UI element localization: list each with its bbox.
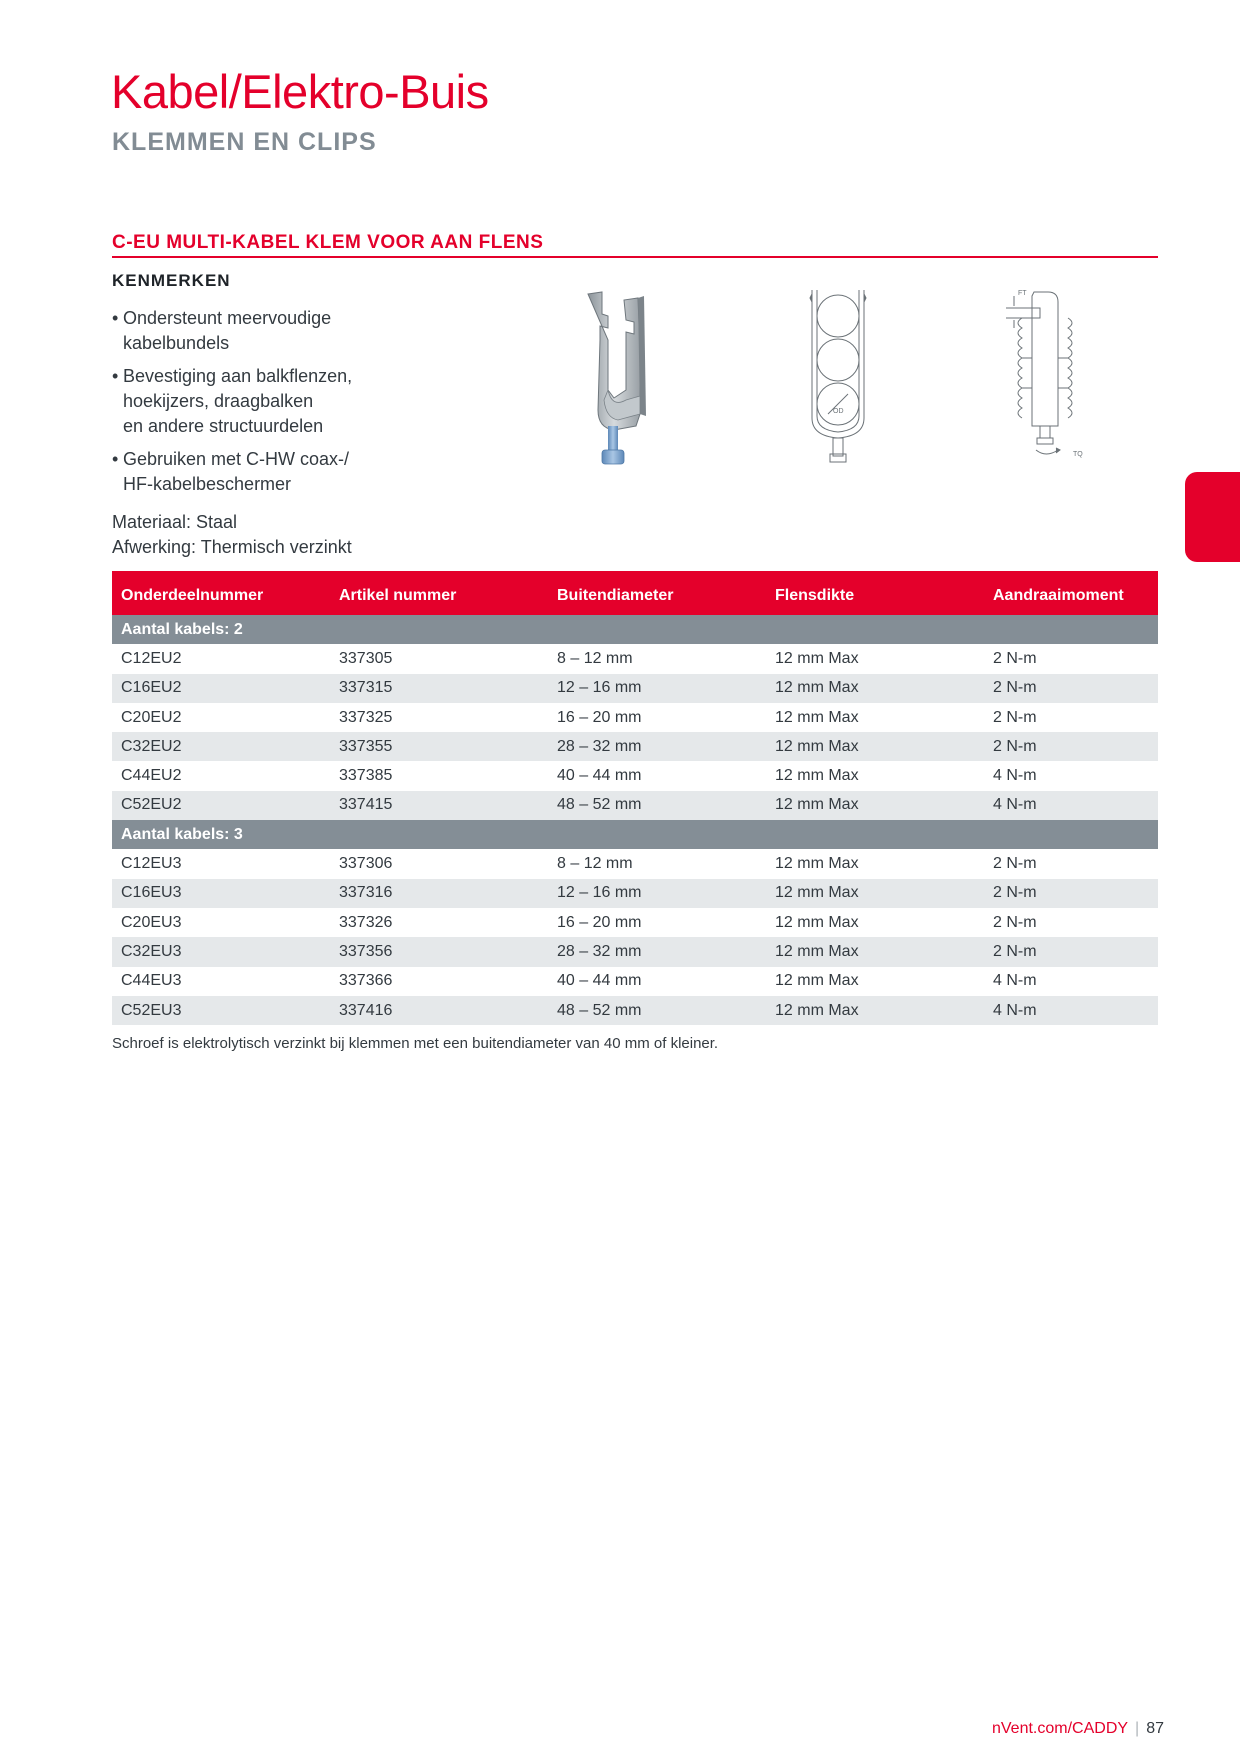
table-row	[112, 996, 1158, 1025]
page-subtitle: KLEMMEN EN CLIPS	[112, 128, 377, 156]
table-cell: 12 mm Max	[775, 913, 859, 931]
table-cell: 48 – 52 mm	[548, 791, 766, 820]
finish-text: Afwerking: Thermisch verzinkt	[112, 537, 352, 557]
feature-item: • Bevestiging aan balkflenzen, hoekijzers, draagbalken en andere structuurdelen	[112, 364, 412, 439]
table-cell: 2 N-m	[993, 855, 1037, 873]
footer-url[interactable]: nVent.com/CADDY	[991, 1720, 1129, 1737]
table-cell: C12EU3	[121, 855, 182, 873]
table-cell: 12 mm Max	[766, 937, 984, 966]
table-cell: 4 N-m	[993, 972, 1037, 990]
table-header-row	[112, 571, 1158, 615]
material-text: Materiaal: Staal	[112, 512, 238, 532]
table-row	[112, 967, 1158, 996]
table-cell: 48 – 52 mm	[548, 996, 766, 1025]
footer-separator: |	[1135, 1720, 1140, 1737]
table-cell: 2 N-m	[984, 937, 1158, 966]
table-cell: C52EU2	[112, 791, 330, 820]
table-cell: 4 N-m	[984, 791, 1158, 820]
table-cell: 28 – 32 mm	[548, 732, 766, 761]
table-cell: 12 mm Max	[775, 855, 859, 873]
table-cell: 12 mm Max	[775, 972, 859, 990]
table-cell: 337305	[339, 649, 393, 667]
feature-item: • Gebruiken met C-HW coax-/ HF-kabelbeschermer	[112, 447, 412, 497]
table-cell: 337316	[330, 879, 548, 908]
tq-label: TQ	[1073, 451, 1083, 458]
table-cell: 337325	[339, 708, 393, 726]
col-header: Flensdikte	[766, 571, 984, 615]
table-cell: C52EU3	[112, 996, 330, 1025]
table-cell: 337306	[339, 855, 393, 873]
table-cell: C44EU2	[121, 767, 182, 785]
material-info	[112, 510, 352, 560]
table-cell: 12 mm Max	[766, 674, 984, 703]
spec-table	[112, 571, 1158, 1025]
table-cell: 12 mm Max	[775, 708, 859, 726]
od-label: OD	[833, 408, 844, 415]
table-row	[112, 761, 1158, 790]
group-label: Aantal kabels: 3	[112, 820, 1158, 849]
table-cell: 28 – 32 mm	[548, 937, 766, 966]
table-row	[112, 937, 1158, 966]
ft-label: FT	[1018, 290, 1027, 297]
table-cell: C16EU3	[112, 879, 330, 908]
table-cell: 16 – 20 mm	[557, 913, 642, 931]
page-number: 87	[1146, 1720, 1164, 1737]
table-cell: C32EU3	[112, 937, 330, 966]
table-cell: 12 mm Max	[766, 791, 984, 820]
table-cell: 337366	[339, 972, 393, 990]
table-cell: 2 N-m	[984, 879, 1158, 908]
table-cell: C44EU3	[121, 972, 182, 990]
footnote: Schroef is elektrolytisch verzinkt bij klemmen met een buitendiameter van 40 mm of kleiner.	[112, 1035, 719, 1052]
table-cell: 40 – 44 mm	[557, 767, 642, 785]
side-view-diagram	[1000, 288, 1100, 470]
table-cell: 12 mm Max	[775, 767, 859, 785]
table-row	[112, 908, 1158, 937]
table-cell: 337416	[330, 996, 548, 1025]
table-cell: 337356	[330, 937, 548, 966]
group-row	[112, 615, 1158, 644]
table-row	[112, 674, 1158, 703]
table-row	[112, 644, 1158, 673]
table-cell: 12 mm Max	[775, 649, 859, 667]
section-divider	[112, 256, 1158, 258]
table-row	[112, 791, 1158, 820]
col-header: Buitendiameter	[548, 571, 766, 615]
table-cell: 337355	[330, 732, 548, 761]
table-cell: C20EU3	[121, 913, 182, 931]
table-cell: 12 mm Max	[766, 732, 984, 761]
table-cell: 2 N-m	[984, 674, 1158, 703]
table-row	[112, 879, 1158, 908]
table-row	[112, 849, 1158, 878]
table-cell: 12 – 16 mm	[548, 879, 766, 908]
product-photo	[578, 290, 658, 470]
table-cell: 2 N-m	[993, 913, 1037, 931]
page-title: Kabel/Elektro-Buis	[111, 65, 489, 118]
table-cell: C12EU2	[121, 649, 182, 667]
group-row	[112, 820, 1158, 849]
table-cell: 337385	[339, 767, 393, 785]
table-cell: 2 N-m	[984, 732, 1158, 761]
table-row	[112, 703, 1158, 732]
table-cell: 8 – 12 mm	[557, 649, 633, 667]
table-cell: 4 N-m	[993, 767, 1037, 785]
table-cell: 2 N-m	[993, 708, 1037, 726]
col-header: Aandraaimoment	[984, 571, 1158, 615]
table-cell: 12 – 16 mm	[548, 674, 766, 703]
table-cell: 337315	[330, 674, 548, 703]
col-header: Artikel nummer	[330, 571, 548, 615]
table-cell: 4 N-m	[984, 996, 1158, 1025]
group-label: Aantal kabels: 2	[112, 615, 1158, 644]
feature-item: • Ondersteunt meervoudige kabelbundels	[112, 306, 412, 356]
product-title: C-EU MULTI-KABEL KLEM VOOR AAN FLENS	[112, 232, 544, 253]
table-cell: C32EU2	[112, 732, 330, 761]
table-cell: 40 – 44 mm	[557, 972, 642, 990]
features-heading: KENMERKEN	[112, 271, 231, 290]
features-list	[112, 306, 412, 505]
table-cell: 337326	[339, 913, 393, 931]
table-cell: C16EU2	[112, 674, 330, 703]
page-footer	[992, 1720, 1164, 1738]
table-cell: 16 – 20 mm	[557, 708, 642, 726]
table-cell: C20EU2	[121, 708, 182, 726]
table-cell: 12 mm Max	[766, 879, 984, 908]
table-cell: 337415	[330, 791, 548, 820]
table-cell: 12 mm Max	[766, 996, 984, 1025]
table-cell: 2 N-m	[993, 649, 1037, 667]
table-cell: 8 – 12 mm	[557, 855, 633, 873]
front-view-diagram	[806, 290, 870, 466]
section-tab-marker	[1185, 472, 1240, 562]
table-row	[112, 732, 1158, 761]
col-header: Onderdeelnummer	[112, 571, 330, 615]
